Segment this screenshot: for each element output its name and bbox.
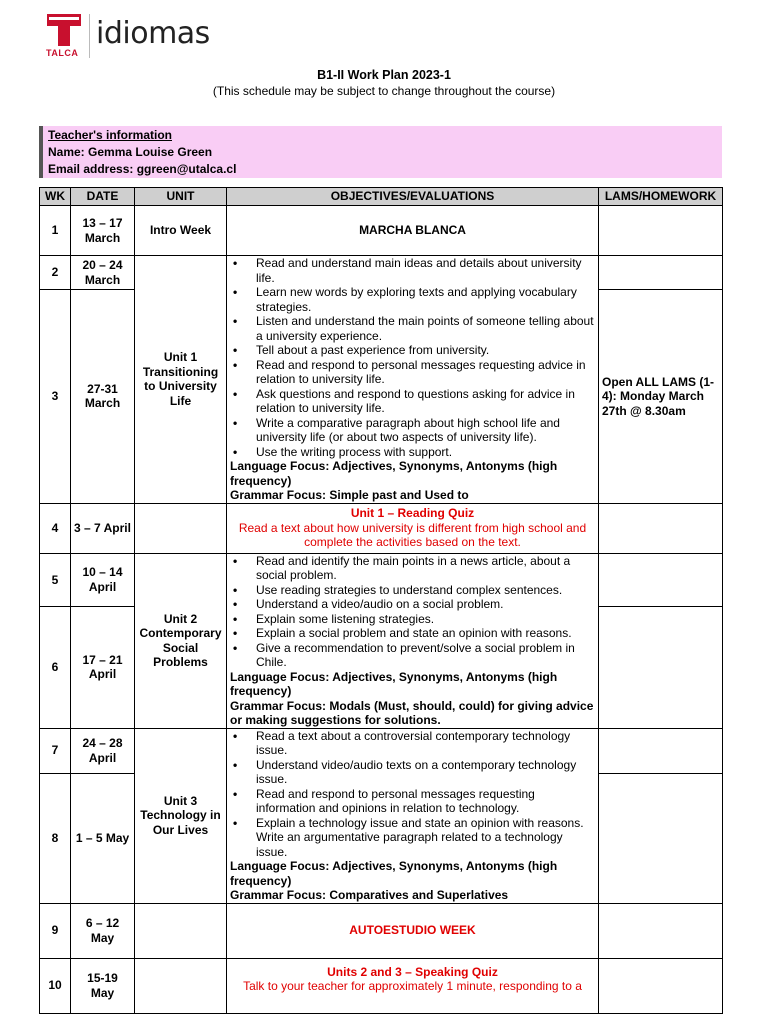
list-item: • Read and respond to personal messages requesting information and opinions in relation to technology. xyxy=(256,787,595,816)
list-item: • Explain some listening strategies. xyxy=(256,612,595,627)
page-subtitle: (This schedule may be subject to change throughout the course) xyxy=(212,84,556,98)
teacher-name: Name: Gemma Louise Green xyxy=(48,145,213,159)
week-date: 24 – 28 April xyxy=(71,728,135,773)
lams-cell xyxy=(599,503,723,553)
unit-name xyxy=(135,503,227,553)
header-unit: UNIT xyxy=(135,188,227,206)
unit-name xyxy=(135,903,227,958)
list-item: • Ask questions and respond to questions asking for advice in relation to university life. xyxy=(256,387,595,416)
header-objectives: OBJECTIVES/EVALUATIONS xyxy=(227,188,599,206)
week-date: 13 – 17 March xyxy=(71,206,135,256)
list-item: • Listen and understand the main points of someone telling about a university experience. xyxy=(256,314,595,343)
language-focus: Language Focus: Adjectives, Synonyms, Antonyms (high frequency) xyxy=(230,859,558,888)
grammar-focus: Grammar Focus: Modals (Must, should, could) for giving advice or making suggestions for solutions. xyxy=(230,698,594,727)
quiz2-text: Talk to your teacher for approximately 1 minute, responding to a xyxy=(243,979,582,993)
week-number: 5 xyxy=(40,553,71,607)
lams-note: Open ALL LAMS (1-4): Monday March 27th @ 8.30am xyxy=(599,290,723,503)
week-number: 10 xyxy=(40,958,71,1013)
unit2-objective-list xyxy=(230,554,595,670)
table-row xyxy=(40,503,723,553)
page-title: B1-II Work Plan 2023-1 xyxy=(317,68,451,82)
lams-cell xyxy=(599,553,723,607)
week-date: 10 – 14 April xyxy=(71,553,135,607)
unit-name: Unit 3 Technology in Our Lives xyxy=(135,728,227,903)
table-row xyxy=(40,728,723,773)
teacher-heading: Teacher's information xyxy=(48,128,172,142)
week-number: 2 xyxy=(40,256,71,290)
week-number: 1 xyxy=(40,206,71,256)
quiz2-cell xyxy=(227,958,599,1013)
week-date: 15-19 May xyxy=(71,958,135,1013)
week-number: 3 xyxy=(40,290,71,503)
lams-cell xyxy=(599,607,723,728)
unit1-objectives xyxy=(227,256,599,504)
institution-name: TALCA xyxy=(46,48,79,58)
language-focus: Language Focus: Adjectives, Synonyms, Antonyms (high frequency) xyxy=(230,669,558,698)
teacher-info-box xyxy=(39,126,722,178)
week-date: 27-31 March xyxy=(71,290,135,503)
list-item: • Learn new words by exploring texts and applying vocabulary strategies. xyxy=(256,285,595,314)
teacher-email: Email address: ggreen@utalca.cl xyxy=(48,162,237,176)
lams-cell xyxy=(599,958,723,1013)
list-item: • Explain a technology issue and state an opinion with reasons. xyxy=(256,816,595,831)
unit-name: Unit 2 Contemporary Social Problems xyxy=(135,553,227,728)
list-item: • Understand video/audio texts on a contemporary technology issue. xyxy=(256,758,595,787)
work-plan-table xyxy=(39,187,723,1014)
lams-cell xyxy=(599,728,723,773)
lams-cell xyxy=(599,773,723,903)
table-row xyxy=(40,903,723,958)
header-wk: WK xyxy=(40,188,71,206)
lams-cell xyxy=(599,256,723,290)
table-row xyxy=(40,206,723,256)
list-item: • Write a comparative paragraph about high school life and university life (or about two aspects of university life). xyxy=(256,416,595,445)
lams-cell xyxy=(599,206,723,256)
lams-cell xyxy=(599,903,723,958)
unit1-objective-list xyxy=(230,256,595,459)
unit-name: Intro Week xyxy=(135,206,227,256)
list-item: • Tell about a past experience from university. xyxy=(256,343,595,358)
table-row xyxy=(40,958,723,1013)
table-header-row xyxy=(40,188,723,206)
unit2-objectives xyxy=(227,553,599,728)
brand-name: idiomas xyxy=(96,16,210,51)
quiz2-title: Units 2 and 3 – Speaking Quiz xyxy=(327,964,498,979)
week-number: 8 xyxy=(40,773,71,903)
list-item: • Give a recommendation to prevent/solve a social problem in Chile. xyxy=(256,641,595,670)
quiz1-cell xyxy=(227,503,599,553)
unit3-objectives xyxy=(227,728,599,903)
week-number: 4 xyxy=(40,503,71,553)
list-item: • Read a text about a controversial contemporary technology issue. xyxy=(256,729,595,758)
logo xyxy=(44,10,244,62)
quiz1-title: Unit 1 – Reading Quiz xyxy=(350,506,475,521)
week-date: 1 – 5 May xyxy=(71,773,135,903)
objective-text: MARCHA BLANCA xyxy=(227,206,599,256)
grammar-focus: Grammar Focus: Comparatives and Superlatives xyxy=(230,888,509,902)
week-number: 7 xyxy=(40,728,71,773)
quiz1-text: Read a text about how university is different from high school and complete the activities based on the text. xyxy=(238,520,587,550)
logo-divider xyxy=(89,14,90,58)
week-date: 3 – 7 April xyxy=(71,503,135,553)
list-item: • Understand a video/audio on a social problem. xyxy=(256,597,595,612)
week-date: 6 – 12 May xyxy=(71,903,135,958)
unit-name xyxy=(135,958,227,1013)
list-item: • Read and understand main ideas and details about university life. xyxy=(256,256,595,285)
table-row xyxy=(40,256,723,290)
autoestudio-text: AUTOESTUDIO WEEK xyxy=(227,903,599,958)
week-number: 9 xyxy=(40,903,71,958)
list-item: • Read and identify the main points in a news article, about a social problem. xyxy=(256,554,595,583)
unit-name: Unit 1 Transitioning to University Life xyxy=(135,256,227,504)
week-date: 20 – 24 March xyxy=(71,256,135,290)
list-item: • Read and respond to personal messages requesting advice in relation to university life. xyxy=(256,358,595,387)
header-date: DATE xyxy=(71,188,135,206)
language-focus: Language Focus: Adjectives, Synonyms, Antonyms (high frequency) xyxy=(230,459,558,488)
week-number: 6 xyxy=(40,607,71,728)
unit3-objective-list xyxy=(230,729,595,831)
table-row xyxy=(40,553,723,607)
header-lams: LAMS/HOMEWORK xyxy=(599,188,723,206)
list-item: • Use the writing process with support. xyxy=(256,445,595,460)
grammar-focus: Grammar Focus: Simple past and Used to xyxy=(230,488,469,502)
list-item: • Explain a social problem and state an opinion with reasons. xyxy=(256,626,595,641)
list-item: • Use reading strategies to understand complex sentences. xyxy=(256,583,595,598)
extra-objective: Write an argumentative paragraph related to a technology issue. xyxy=(256,830,563,859)
week-date: 17 – 21 April xyxy=(71,607,135,728)
